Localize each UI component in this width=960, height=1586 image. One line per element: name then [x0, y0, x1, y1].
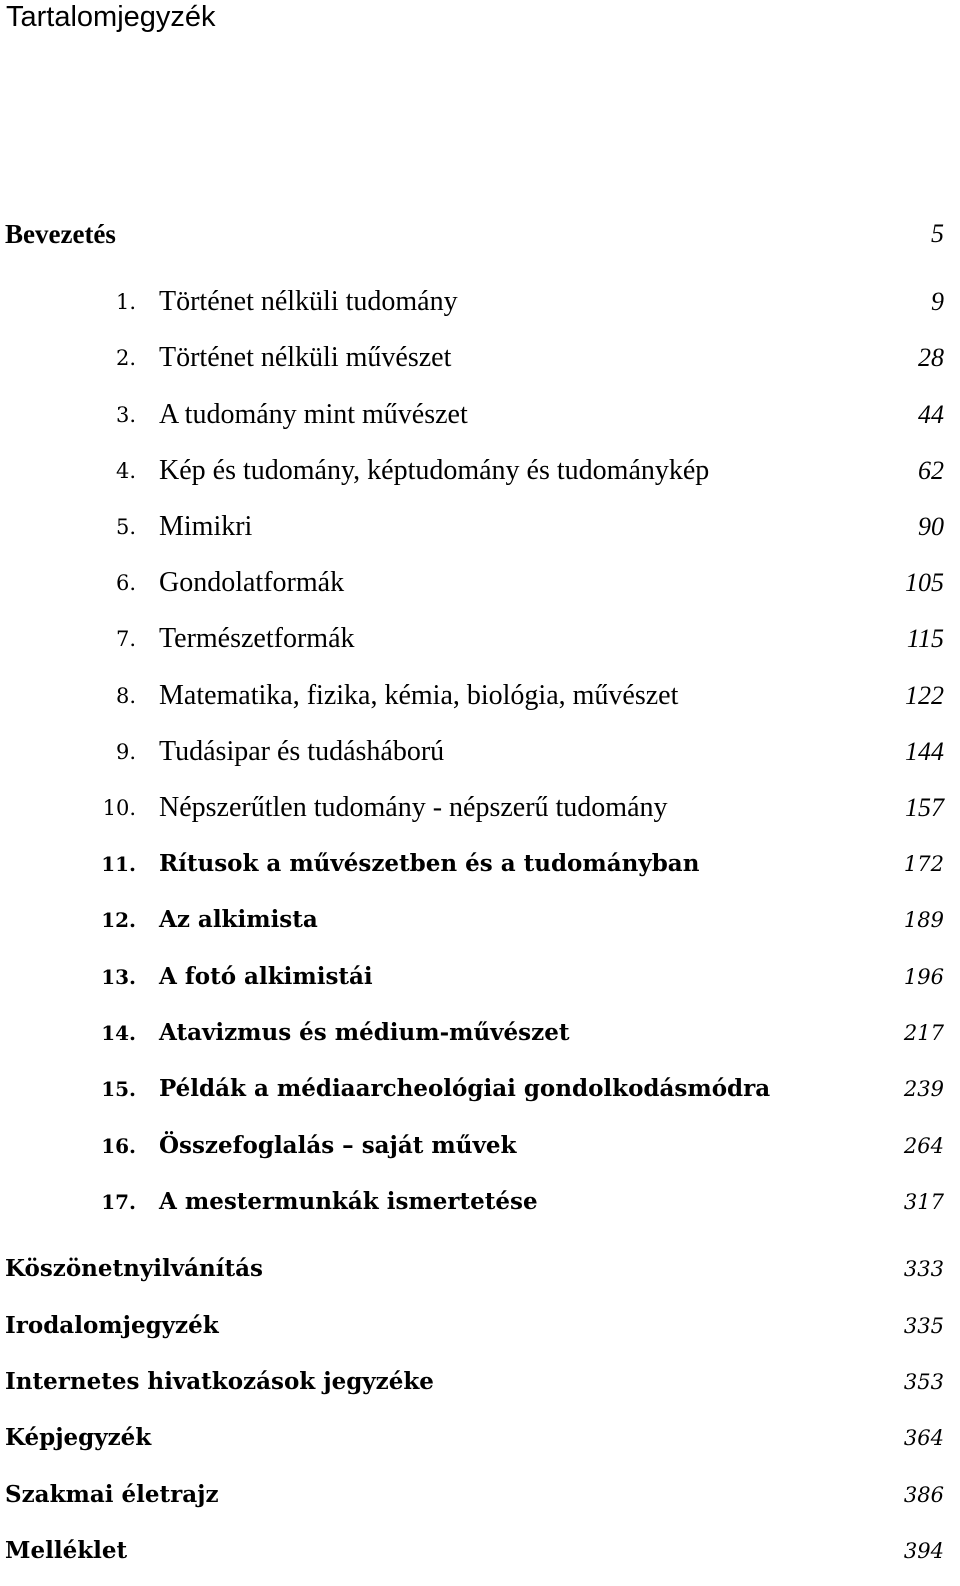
toc-entry-number: 7. [115, 627, 136, 651]
toc-entry-page: 9 [931, 287, 944, 316]
toc-entry-label: A mestermunkák ismertetése [159, 1188, 538, 1215]
toc-entry-number: 9. [115, 740, 136, 764]
toc-entry-page: 353 [903, 1370, 944, 1394]
toc-entry-label: Az alkimista [159, 906, 318, 933]
toc-entry-chapter-1[interactable] [0, 282, 960, 322]
toc-entry-page: 364 [903, 1426, 944, 1450]
toc-entry-chapter-17[interactable] [0, 1182, 960, 1222]
toc-entry-label: Természetformák [159, 623, 355, 654]
toc-entry-page: 122 [905, 681, 944, 710]
toc-entry-page: 264 [903, 1134, 944, 1158]
toc-entry-page: 394 [903, 1539, 944, 1563]
toc-entry-label: A fotó alkimistái [159, 963, 373, 990]
toc-entry-page: 189 [903, 908, 944, 932]
toc-entry-internet-references[interactable] [0, 1362, 960, 1402]
toc-entry-number: 15. [101, 1077, 136, 1101]
toc-entry-chapter-6[interactable] [0, 563, 960, 603]
toc-entry-page: 335 [903, 1314, 944, 1338]
toc-entry-chapter-5[interactable] [0, 507, 960, 547]
toc-entry-page: 62 [918, 456, 944, 485]
toc-entry-page: 115 [906, 624, 944, 653]
toc-entry-cv[interactable] [0, 1475, 960, 1515]
toc-entry-number: 12. [101, 908, 136, 932]
toc-entry-label: Történet nélküli művészet [159, 342, 452, 373]
page-title: Tartalomjegyzék [6, 1, 216, 33]
toc-entry-page: 217 [903, 1021, 944, 1045]
toc-entry-label: Képjegyzék [5, 1424, 152, 1451]
toc-entry-label: A tudomány mint művészet [159, 399, 468, 430]
toc-entry-chapter-12[interactable] [0, 900, 960, 940]
toc-entry-chapter-10[interactable] [0, 788, 960, 828]
toc-entry-number: 16. [101, 1134, 136, 1158]
toc-entry-number: 6. [115, 571, 136, 595]
toc-entry-number: 3. [115, 403, 136, 427]
toc-entry-chapter-15[interactable] [0, 1069, 960, 1109]
toc-entry-chapter-2[interactable] [0, 338, 960, 378]
toc-entry-page: 196 [903, 965, 944, 989]
toc-entry-number: 1. [115, 290, 136, 314]
toc-entry-label: Tudásipar és tudásháború [159, 736, 445, 767]
toc-entry-chapter-3[interactable] [0, 395, 960, 435]
toc-entry-label: Történet nélküli tudomány [159, 286, 458, 317]
toc-entry-label: Mimikri [159, 511, 253, 542]
toc-entry-label: Irodalomjegyzék [5, 1312, 219, 1339]
toc-entry-label: Köszönetnyilvánítás [5, 1255, 263, 1282]
toc-entry-number: 11. [101, 852, 136, 876]
toc-entry-number: 5. [115, 515, 136, 539]
toc-entry-chapter-8[interactable] [0, 676, 960, 716]
toc-entry-label: Internetes hivatkozások jegyzéke [5, 1368, 434, 1395]
toc-entry-page: 333 [903, 1257, 944, 1281]
toc-entry-page: 105 [905, 568, 944, 597]
toc-entry-number: 13. [101, 965, 136, 989]
toc-entry-number: 8. [115, 684, 136, 708]
toc-entry-page: 28 [918, 343, 944, 372]
toc-entry-chapter-11[interactable] [0, 844, 960, 884]
toc-entry-number: 17. [101, 1190, 136, 1214]
toc-entry-page: 157 [905, 793, 944, 822]
toc-entry-number: 10. [102, 796, 136, 820]
toc-entry-page: 90 [918, 512, 944, 541]
toc-entry-label: Melléklet [5, 1537, 128, 1564]
toc-entry-page: 5 [931, 219, 944, 248]
toc-entry-bibliography[interactable] [0, 1306, 960, 1346]
toc-entry-number: 14. [101, 1021, 136, 1045]
toc-entry-label: Matematika, fizika, kémia, biológia, művészet [159, 680, 679, 711]
toc-entry-acknowledgements[interactable] [0, 1249, 960, 1289]
toc-entry-page: 144 [905, 737, 944, 766]
toc-entry-chapter-9[interactable] [0, 732, 960, 772]
toc-entry-appendix[interactable] [0, 1531, 960, 1571]
toc-entry-label: Összefoglalás – saját művek [159, 1132, 517, 1159]
toc-entry-label: Bevezetés [5, 219, 116, 249]
toc-entry-label: Rítusok a művészetben és a tudományban [159, 850, 700, 877]
toc-entry-label: Gondolatformák [159, 567, 345, 598]
toc-entry-label: Atavizmus és médium-művészet [159, 1019, 570, 1046]
toc-entry-chapter-7[interactable] [0, 619, 960, 659]
toc-entry-chapter-13[interactable] [0, 957, 960, 997]
toc-entry-list-of-figures[interactable] [0, 1418, 960, 1458]
toc-entry-page: 317 [903, 1190, 944, 1214]
toc-entry-page: 172 [903, 852, 944, 876]
toc-entry-label: Szakmai életrajz [5, 1481, 219, 1508]
toc-entry-page: 239 [903, 1077, 944, 1101]
toc-entry-number: 2. [115, 346, 136, 370]
toc-entry-label: Példák a médiaarcheológiai gondolkodásmódra [159, 1075, 771, 1102]
toc-entry-page: 44 [918, 400, 944, 429]
toc-entry-label: Népszerűtlen tudomány - népszerű tudomány [159, 792, 668, 823]
toc-entry-chapter-4[interactable] [0, 451, 960, 491]
toc-entry-chapter-14[interactable] [0, 1013, 960, 1053]
toc-entry-number: 4. [115, 459, 136, 483]
toc-entry-introduction[interactable] [0, 214, 960, 254]
toc-entry-label: Kép és tudomány, képtudomány és tudománykép [159, 455, 710, 486]
toc-entry-page: 386 [903, 1483, 944, 1507]
toc-entry-chapter-16[interactable] [0, 1126, 960, 1166]
